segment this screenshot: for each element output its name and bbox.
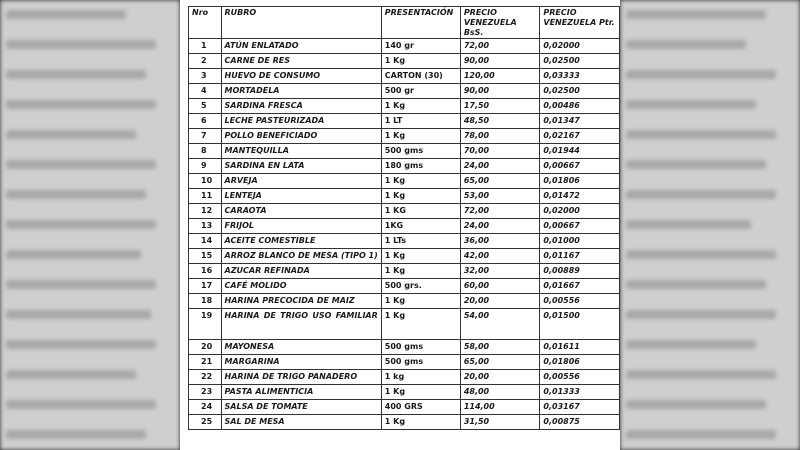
cell-rubro: HARINA PRECOCIDA DE MAIZ	[221, 294, 381, 309]
table-row	[189, 54, 620, 69]
cell-nro: 13	[189, 219, 222, 234]
cell-rubro: HARINA DE TRIGO PANADERO	[221, 370, 381, 385]
cell-nro: 4	[189, 84, 222, 99]
price-document	[180, 0, 620, 450]
cell-precio-bs: 72,00	[460, 204, 540, 219]
table-row	[189, 249, 620, 264]
table-row	[189, 415, 620, 430]
cell-rubro: MARGARINA	[221, 355, 381, 370]
blurred-background-right	[620, 0, 800, 450]
cell-precio-bs: 36,00	[460, 234, 540, 249]
table-row	[189, 189, 620, 204]
cell-precio-bs: 114,00	[460, 400, 540, 415]
cell-precio-ptr: 0,01806	[540, 355, 620, 370]
cell-precio-bs: 42,00	[460, 249, 540, 264]
cell-precio-bs: 24,00	[460, 159, 540, 174]
cell-nro: 15	[189, 249, 222, 264]
table-row	[189, 99, 620, 114]
cell-nro: 10	[189, 174, 222, 189]
cell-presentacion: 1 kg	[381, 370, 460, 385]
cell-precio-ptr: 0,00556	[540, 294, 620, 309]
header-nro: Nro	[189, 7, 222, 39]
cell-nro: 3	[189, 69, 222, 84]
cell-presentacion: 500 gr	[381, 84, 460, 99]
cell-precio-bs: 70,00	[460, 144, 540, 159]
cell-precio-bs: 32,00	[460, 264, 540, 279]
table-row	[189, 174, 620, 189]
table-row	[189, 309, 620, 340]
cell-rubro: FRIJOL	[221, 219, 381, 234]
cell-presentacion: 1 Kg	[381, 294, 460, 309]
cell-precio-bs: 48,00	[460, 385, 540, 400]
cell-precio-ptr: 0,01500	[540, 309, 620, 340]
cell-precio-ptr: 0,00875	[540, 415, 620, 430]
cell-presentacion: 400 GRS	[381, 400, 460, 415]
table-row	[189, 219, 620, 234]
table-row	[189, 385, 620, 400]
cell-rubro: SARDINA FRESCA	[221, 99, 381, 114]
cell-rubro: AZUCAR REFINADA	[221, 264, 381, 279]
cell-precio-bs: 120,00	[460, 69, 540, 84]
cell-nro: 11	[189, 189, 222, 204]
cell-presentacion: 1 Kg	[381, 249, 460, 264]
cell-presentacion: 1 Kg	[381, 54, 460, 69]
table-row	[189, 204, 620, 219]
cell-precio-ptr: 0,01611	[540, 340, 620, 355]
table-row	[189, 279, 620, 294]
cell-precio-bs: 72,00	[460, 39, 540, 54]
cell-nro: 17	[189, 279, 222, 294]
cell-precio-bs: 54,00	[460, 309, 540, 340]
cell-precio-bs: 17,50	[460, 99, 540, 114]
cell-presentacion: 1KG	[381, 219, 460, 234]
cell-precio-ptr: 0,03333	[540, 69, 620, 84]
cell-presentacion: 1 LT	[381, 114, 460, 129]
cell-precio-ptr: 0,01000	[540, 234, 620, 249]
table-header-row	[189, 7, 620, 39]
cell-presentacion: 1 Kg	[381, 99, 460, 114]
cell-precio-ptr: 0,02000	[540, 204, 620, 219]
table-row	[189, 355, 620, 370]
cell-precio-bs: 20,00	[460, 294, 540, 309]
cell-precio-bs: 24,00	[460, 219, 540, 234]
cell-rubro: MAYONESA	[221, 340, 381, 355]
cell-rubro: ACEITE COMESTIBLE	[221, 234, 381, 249]
cell-rubro: HUEVO DE CONSUMO	[221, 69, 381, 84]
cell-precio-bs: 48,50	[460, 114, 540, 129]
header-precio-ptr: PRECIO VENEZUELA Ptr.	[540, 7, 620, 39]
cell-precio-ptr: 0,00667	[540, 219, 620, 234]
cell-precio-ptr: 0,01944	[540, 144, 620, 159]
cell-nro: 12	[189, 204, 222, 219]
table-row	[189, 69, 620, 84]
cell-presentacion: 1 Kg	[381, 129, 460, 144]
cell-precio-ptr: 0,02000	[540, 39, 620, 54]
cell-precio-bs: 60,00	[460, 279, 540, 294]
cell-rubro: ATÚN ENLATADO	[221, 39, 381, 54]
cell-precio-ptr: 0,01806	[540, 174, 620, 189]
cell-precio-ptr: 0,01167	[540, 249, 620, 264]
table-row	[189, 340, 620, 355]
cell-precio-ptr: 0,00889	[540, 264, 620, 279]
cell-presentacion: 1 Kg	[381, 189, 460, 204]
cell-rubro: CAFÉ MOLIDO	[221, 279, 381, 294]
price-table	[188, 6, 620, 430]
table-row	[189, 264, 620, 279]
table-row	[189, 114, 620, 129]
cell-presentacion: 1 KG	[381, 204, 460, 219]
cell-presentacion: 500 gms	[381, 340, 460, 355]
cell-presentacion: 140 gr	[381, 39, 460, 54]
cell-nro: 23	[189, 385, 222, 400]
cell-precio-ptr: 0,02500	[540, 54, 620, 69]
cell-nro: 16	[189, 264, 222, 279]
cell-precio-bs: 90,00	[460, 54, 540, 69]
cell-precio-ptr: 0,01347	[540, 114, 620, 129]
cell-nro: 14	[189, 234, 222, 249]
cell-presentacion: 1 Kg	[381, 174, 460, 189]
cell-nro: 20	[189, 340, 222, 355]
cell-precio-ptr: 0,01667	[540, 279, 620, 294]
cell-rubro: ARVEJA	[221, 174, 381, 189]
table-row	[189, 84, 620, 99]
cell-rubro: PASTA ALIMENTICIA	[221, 385, 381, 400]
table-row	[189, 400, 620, 415]
cell-precio-ptr: 0,02500	[540, 84, 620, 99]
cell-rubro-text: HARINA DE TRIGO USO FAMILIAR	[224, 311, 378, 320]
cell-nro: 24	[189, 400, 222, 415]
cell-nro: 19	[189, 309, 222, 340]
cell-nro: 9	[189, 159, 222, 174]
cell-rubro: CARAOTA	[221, 204, 381, 219]
header-presentacion: PRESENTACIÓN	[381, 7, 460, 39]
cell-nro: 8	[189, 144, 222, 159]
cell-rubro: SAL DE MESA	[221, 415, 381, 430]
cell-nro: 18	[189, 294, 222, 309]
cell-rubro: SARDINA EN LATA	[221, 159, 381, 174]
cell-nro: 6	[189, 114, 222, 129]
cell-precio-bs: 90,00	[460, 84, 540, 99]
cell-presentacion: 1 Kg	[381, 309, 460, 340]
cell-precio-ptr: 0,03167	[540, 400, 620, 415]
cell-nro: 2	[189, 54, 222, 69]
cell-rubro: POLLO BENEFICIADO	[221, 129, 381, 144]
cell-rubro: CARNE DE RES	[221, 54, 381, 69]
cell-nro: 1	[189, 39, 222, 54]
cell-presentacion: 500 gms	[381, 355, 460, 370]
cell-presentacion: 1 Kg	[381, 415, 460, 430]
cell-rubro	[221, 309, 381, 340]
cell-presentacion: 180 gms	[381, 159, 460, 174]
cell-nro: 21	[189, 355, 222, 370]
cell-rubro: MORTADELA	[221, 84, 381, 99]
cell-precio-bs: 65,00	[460, 174, 540, 189]
table-row	[189, 159, 620, 174]
cell-rubro: LENTEJA	[221, 189, 381, 204]
header-precio-bs: PRECIO VENEZUELA BsS.	[460, 7, 540, 39]
cell-precio-bs: 58,00	[460, 340, 540, 355]
cell-nro: 7	[189, 129, 222, 144]
cell-precio-ptr: 0,01472	[540, 189, 620, 204]
cell-precio-ptr: 0,00556	[540, 370, 620, 385]
table-row	[189, 234, 620, 249]
cell-precio-ptr: 0,02167	[540, 129, 620, 144]
table-row	[189, 370, 620, 385]
cell-rubro: MANTEQUILLA	[221, 144, 381, 159]
table-row	[189, 144, 620, 159]
cell-precio-ptr: 0,00667	[540, 159, 620, 174]
header-rubro: RUBRO	[221, 7, 381, 39]
cell-precio-bs: 78,00	[460, 129, 540, 144]
cell-presentacion: 500 gms	[381, 144, 460, 159]
table-row	[189, 294, 620, 309]
cell-presentacion: 500 grs.	[381, 279, 460, 294]
cell-rubro: LECHE PASTEURIZADA	[221, 114, 381, 129]
table-row	[189, 39, 620, 54]
cell-nro: 25	[189, 415, 222, 430]
cell-precio-bs: 31,50	[460, 415, 540, 430]
cell-rubro: ARROZ BLANCO DE MESA (TIPO 1)	[221, 249, 381, 264]
cell-presentacion: 1 LTs	[381, 234, 460, 249]
cell-precio-ptr: 0,01333	[540, 385, 620, 400]
cell-rubro: SALSA DE TOMATE	[221, 400, 381, 415]
cell-nro: 5	[189, 99, 222, 114]
cell-presentacion: CARTON (30)	[381, 69, 460, 84]
cell-nro: 22	[189, 370, 222, 385]
table-row	[189, 129, 620, 144]
cell-presentacion: 1 Kg	[381, 385, 460, 400]
cell-precio-bs: 53,00	[460, 189, 540, 204]
blurred-background-left	[0, 0, 180, 450]
cell-precio-bs: 20,00	[460, 370, 540, 385]
cell-precio-bs: 65,00	[460, 355, 540, 370]
cell-presentacion: 1 Kg	[381, 264, 460, 279]
cell-precio-ptr: 0,00486	[540, 99, 620, 114]
